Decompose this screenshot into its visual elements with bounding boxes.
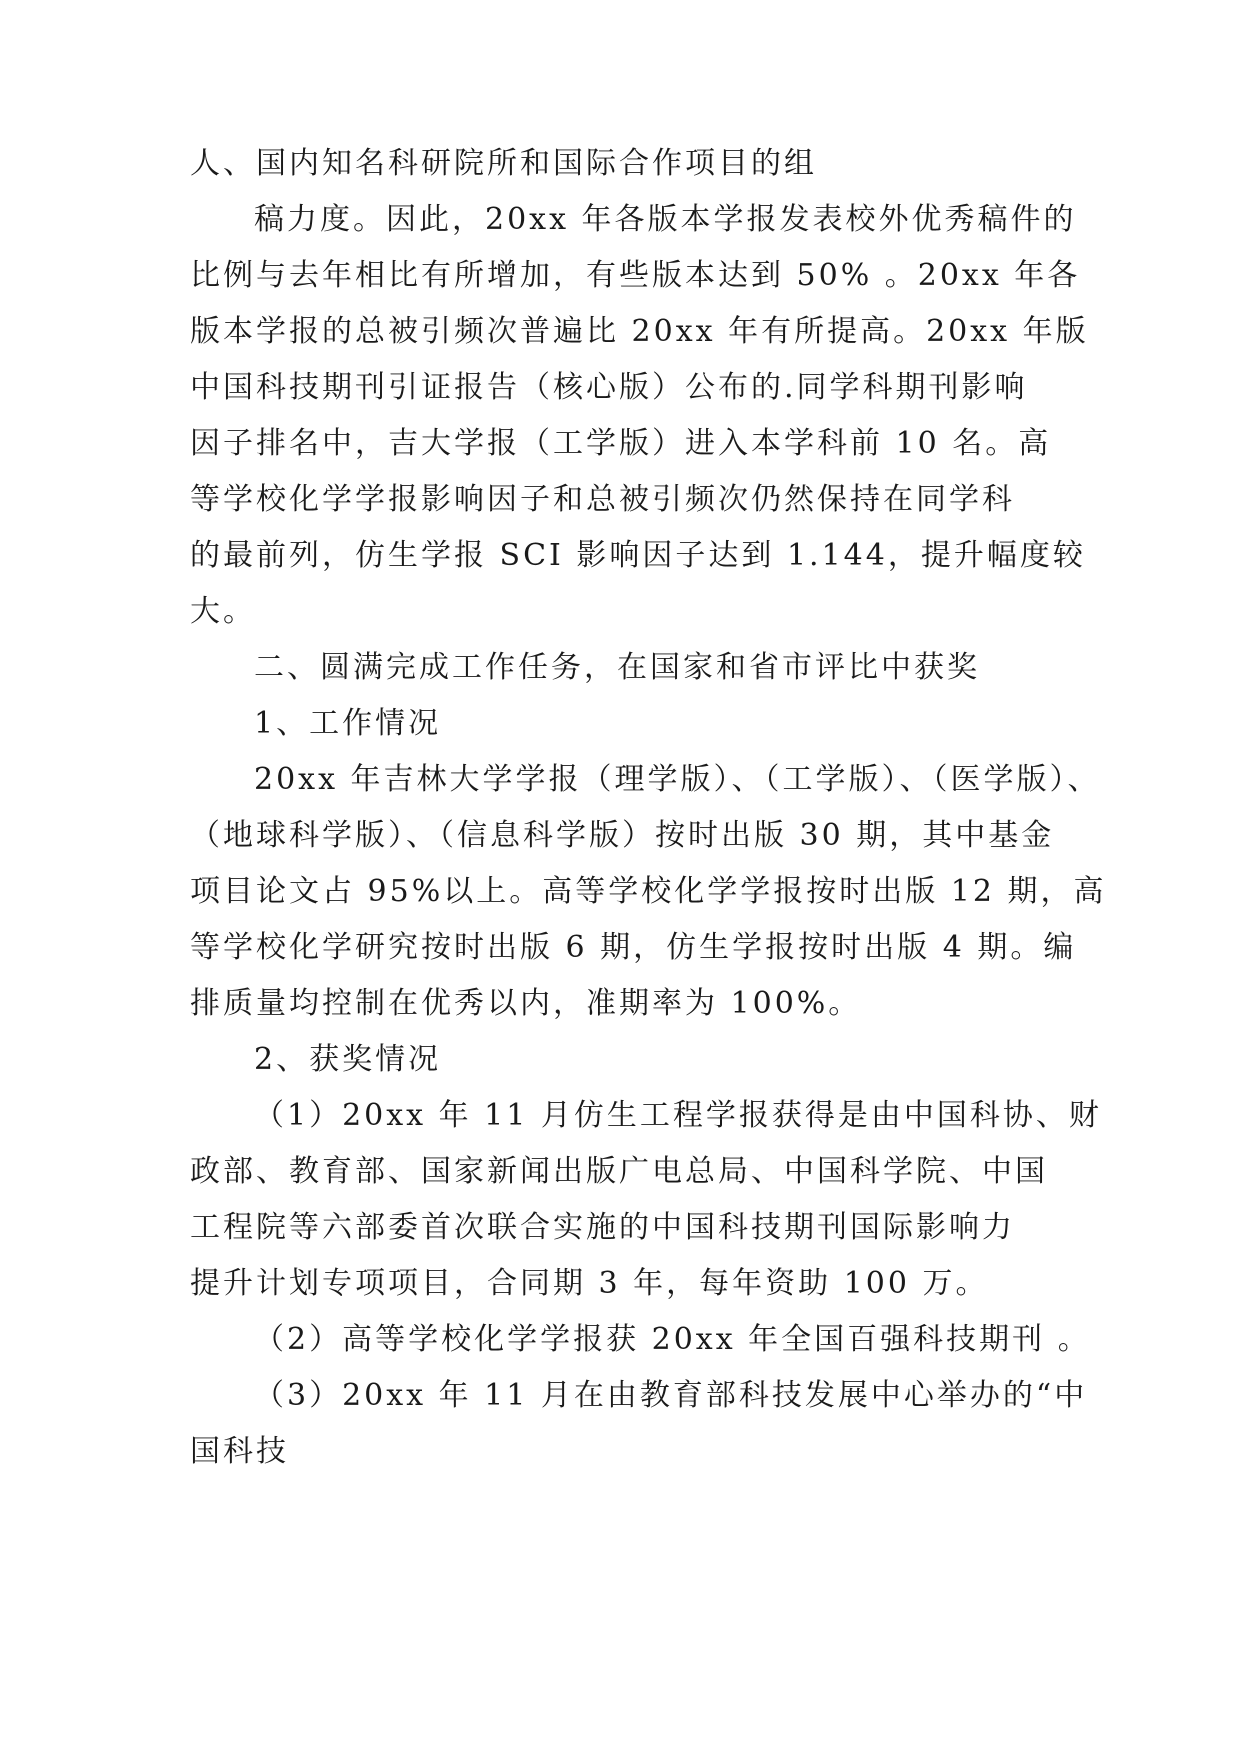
section-heading: 二、圆满完成工作任务，在国家和省市评比中获奖 [254,650,980,685]
text-line: 项目论文占 95%以上。高等学校化学学报按时出版 12 期，高 [190,874,1107,909]
text-line: 政部、教育部、国家新闻出版广电总局、中国科学院、中国 [190,1154,1048,1189]
text-line: 等学校化学研究按时出版 6 期，仿生学报按时出版 4 期。编 [190,930,1077,965]
text-line: 等学校化学学报影响因子和总被引频次仍然保持在同学科 [190,482,1015,517]
text-line: 比例与去年相比有所增加，有些版本达到 50% 。20xx 年各 [190,258,1081,293]
text-line: 因子排名中，吉大学报（工学版）进入本学科前 10 名。高 [190,426,1052,461]
text-line: （1）20xx 年 11 月仿生工程学报获得是由中国科协、财 [254,1098,1102,1133]
text-line: 排质量均控制在优秀以内，准期率为 100%。 [190,986,862,1021]
text-line: 稿力度。因此，20xx 年各版本学报发表校外优秀稿件的 [254,202,1077,237]
text-line: 的最前列，仿生学报 SCI 影响因子达到 1.144，提升幅度较 [190,538,1086,573]
subsection-heading: 1、工作情况 [254,706,442,741]
text-line: 版本学报的总被引频次普遍比 20xx 年有所提高。20xx 年版 [190,314,1089,349]
text-line: （3）20xx 年 11 月在由教育部科技发展中心举办的“中 [254,1378,1088,1413]
text-line: （地球科学版）、（信息科学版）按时出版 30 期，其中基金 [190,818,1055,853]
text-line: 人、国内知名科研院所和国际合作项目的组 [190,146,817,181]
subsection-heading: 2、获奖情况 [254,1042,442,1077]
text-line: 提升计划专项项目，合同期 3 年，每年资助 100 万。 [190,1266,989,1301]
text-line: 工程院等六部委首次联合实施的中国科技期刊国际影响力 [190,1210,1015,1245]
text-line: 国科技 [190,1434,289,1469]
text-line: （2）高等学校化学学报获 20xx 年全国百强科技期刊 。 [254,1322,1091,1357]
text-line: 中国科技期刊引证报告（核心版）公布的.同学科期刊影响 [190,370,1028,405]
text-line: 20xx 年吉林大学学报（理学版）、（工学版）、（医学版）、 [254,762,1101,797]
text-line: 大。 [190,594,256,629]
